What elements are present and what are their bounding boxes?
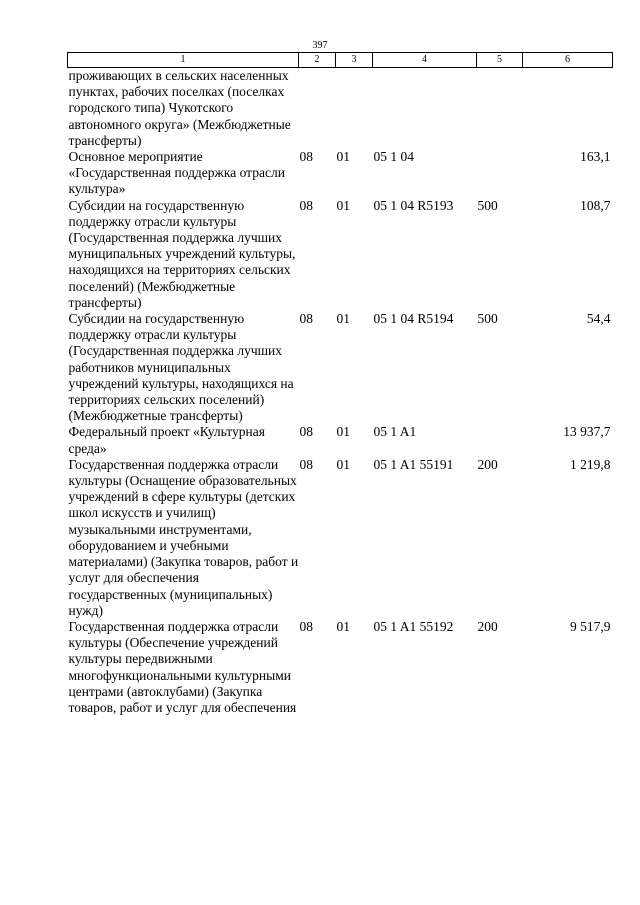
table-row xyxy=(68,619,613,716)
row-subsection: 01 xyxy=(336,424,350,440)
row-subsection: 01 xyxy=(336,197,350,213)
budget-table-container xyxy=(67,52,612,716)
row-amount: 13 937,7 xyxy=(563,424,611,440)
row-subsection: 01 xyxy=(336,618,350,634)
row-name: Субсидии на государственную поддержку отрасли культуры (Государственная поддержка лучших работников муниципальных учреждений культуры, находящихся на территориях сельских поселений) (Межбюджетные трансферты) xyxy=(68,311,294,424)
header-col-3: 3 xyxy=(336,53,373,68)
row-expense-type: 500 xyxy=(477,197,498,213)
row-amount xyxy=(523,68,613,150)
row-amount: 54,4 xyxy=(586,311,611,327)
row-expense-type: 500 xyxy=(477,311,498,327)
row-subsection: 01 xyxy=(336,149,350,165)
row-name: Основное мероприятие «Государственная поддержка отрасли культура» xyxy=(68,149,285,197)
row-subsection: 01 xyxy=(336,311,350,327)
header-col-6: 6 xyxy=(523,53,613,68)
row-amount: 163,1 xyxy=(580,149,611,165)
row-name: проживающих в сельских населенных пунктах, рабочих поселках (поселках городского типа) Чукотского автономного округа» (Межбюджетные трансферты) xyxy=(68,68,291,148)
row-section: 08 xyxy=(299,424,313,440)
header-row xyxy=(68,53,613,68)
row-target-code: 05 1 A1 xyxy=(373,424,417,440)
row-section: 08 xyxy=(299,311,313,327)
table-row xyxy=(68,311,613,424)
page-number: 397 xyxy=(312,40,328,51)
table-row xyxy=(68,198,613,311)
row-target-code: 05 1 04 R5194 xyxy=(373,311,454,327)
row-subsection: 01 xyxy=(336,456,350,472)
row-amount: 1 219,8 xyxy=(570,456,611,472)
row-target-code: 05 1 04 R5193 xyxy=(373,197,454,213)
row-target-code: 05 1 04 xyxy=(373,149,414,165)
table-body xyxy=(68,68,613,717)
row-name: Субсидии на государственную поддержку отрасли культуры (Государственная поддержка лучших муниципальных учреждений культуры, находящихся на территориях сельских поселений) (Межбюджетные трансферты) xyxy=(68,197,296,310)
row-section: 08 xyxy=(299,456,313,472)
row-section: 08 xyxy=(299,618,313,634)
row-name: Федеральный проект «Культурная среда» xyxy=(68,424,265,456)
header-col-1: 1 xyxy=(68,53,299,68)
table-row xyxy=(68,68,613,150)
row-name: Государственная поддержка отрасли культуры (Обеспечение учреждений культуры передвижными многофункциональными культурными центрами (автоклубами) (Закупка товаров, работ и услуг для обеспечения xyxy=(68,618,297,715)
row-expense-type xyxy=(477,68,523,150)
row-amount: 108,7 xyxy=(580,197,611,213)
row-target-code: 05 1 A1 55192 xyxy=(373,618,454,634)
row-expense-type xyxy=(477,424,523,456)
row-section: 08 xyxy=(299,149,313,165)
row-expense-type xyxy=(477,149,523,198)
header-col-5: 5 xyxy=(477,53,523,68)
row-expense-type: 200 xyxy=(477,456,498,472)
row-expense-type: 200 xyxy=(477,618,498,634)
row-target-code xyxy=(373,68,477,150)
table-row xyxy=(68,149,613,198)
row-section: 08 xyxy=(299,197,313,213)
row-name: Государственная поддержка отрасли культуры (Оснащение образовательных учреждений в сфере культуры (детских школ искусств и училищ) музыкальными инструментами, оборудованием и учебными материалами) (Закупка товаров, работ и услуг для обеспечения государственных (муниципальных) нужд) xyxy=(68,456,299,618)
table-row xyxy=(68,457,613,619)
row-section xyxy=(299,68,336,150)
header-col-4: 4 xyxy=(373,53,477,68)
budget-table xyxy=(67,52,613,716)
table-row xyxy=(68,424,613,456)
row-target-code: 05 1 A1 55191 xyxy=(373,456,454,472)
table-header xyxy=(68,53,613,68)
row-amount: 9 517,9 xyxy=(570,618,611,634)
row-subsection xyxy=(336,68,373,150)
header-col-2: 2 xyxy=(299,53,336,68)
